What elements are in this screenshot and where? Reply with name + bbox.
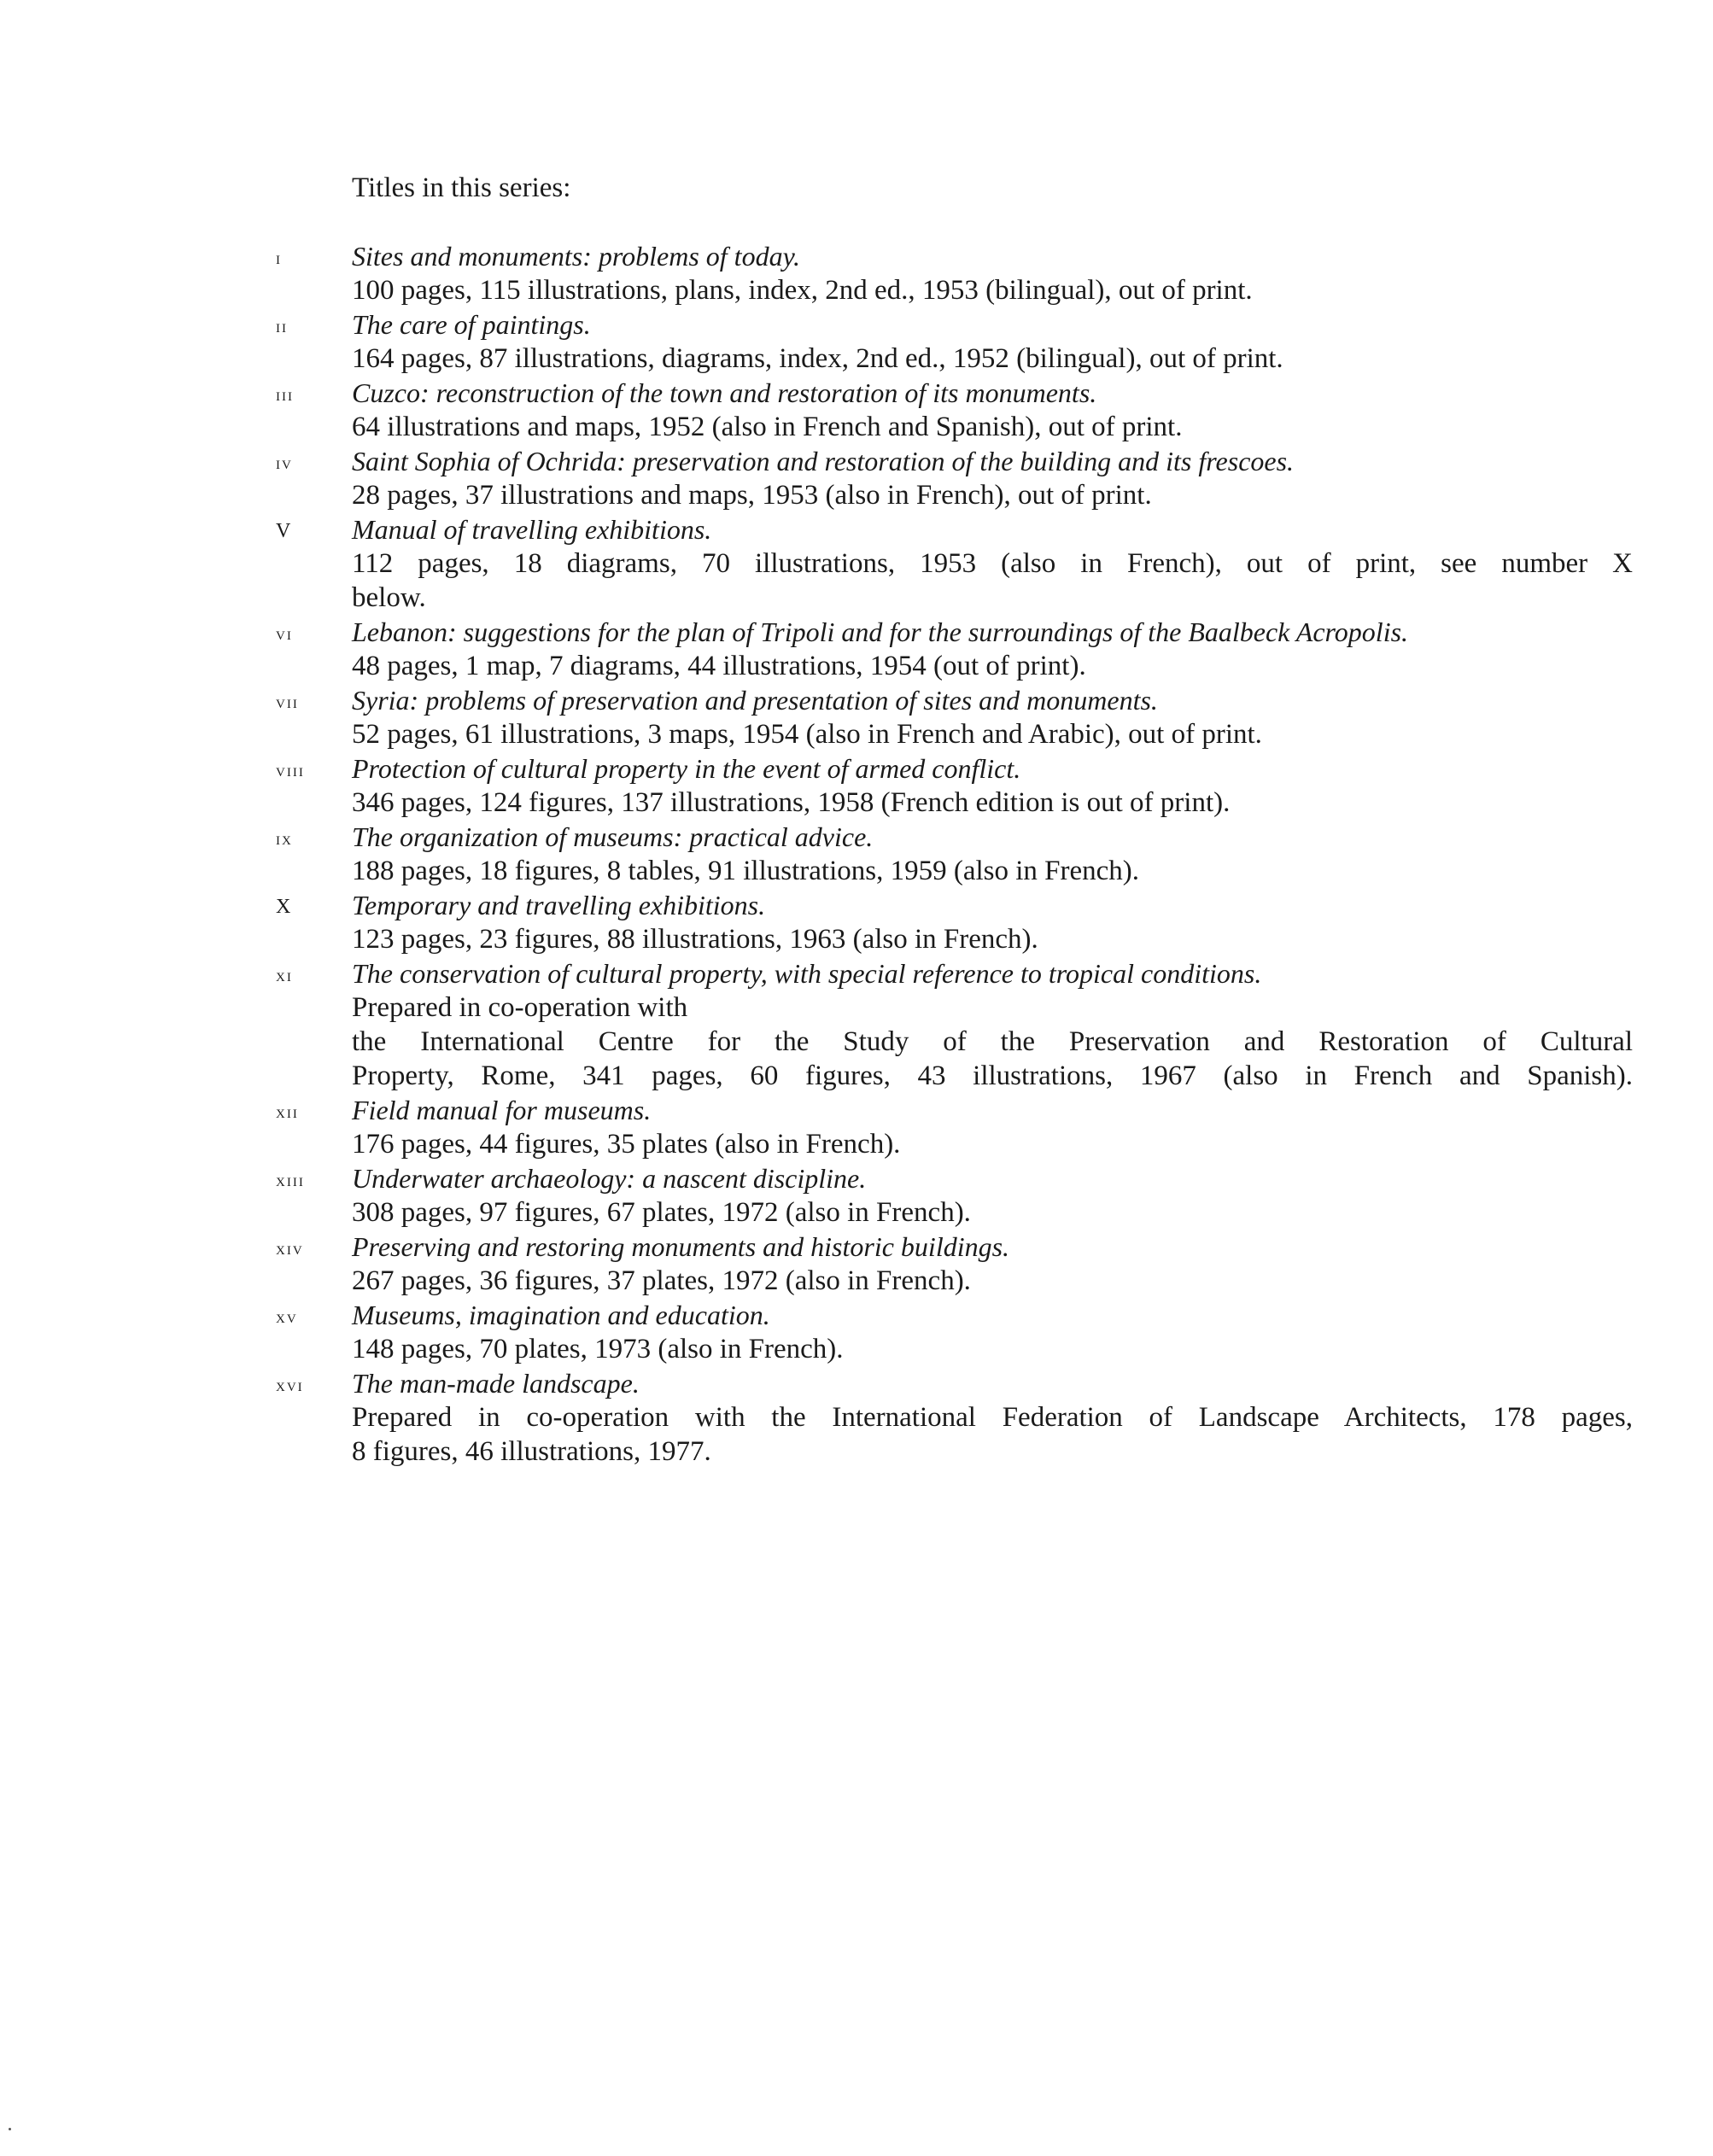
entry-title: Sites and monuments: problems of today. [352,241,800,272]
entry-details: 123 pages, 23 figures, 88 illustrations, 1963 (also in French). [352,924,1038,955]
entry-numeral: iii [276,383,294,405]
entry-numeral: i [276,247,282,268]
entry-details: Prepared in co-operation with the International Federation of Landscape Architects, 178 pages, [352,1402,1633,1433]
entry-numeral: xv [276,1306,298,1327]
entry-details: 346 pages, 124 figures, 137 illustrations, 1958 (French edition is out of print). [352,787,1231,818]
entry-numeral: V [276,520,293,542]
series-entry [276,1093,1642,1161]
entry-title: Field manual for museums. [352,1095,652,1125]
entry-title: Cuzco: reconstruction of the town and restoration of its monuments. [352,377,1097,408]
entry-title: Lebanon: suggestions for the plan of Tripoli and for the surroundings of the Baalbeck Acropolis. [352,616,1409,647]
entry-numeral: ii [276,315,288,336]
entry-details: 176 pages, 44 figures, 35 plates (also in French). [352,1129,901,1160]
entry-details: Property, Rome, 341 pages, 60 figures, 43 illustrations, 1967 (also in French and Spanish). [352,1060,1633,1091]
entry-title: The care of paintings. [352,309,591,340]
series-entry [276,1161,1642,1230]
entry-numeral: ix [276,827,293,849]
entry-details: 48 pages, 1 map, 7 diagrams, 44 illustrations, 1954 (out of print). [352,651,1086,681]
entry-title: The man-made landscape. [352,1368,640,1399]
entry-details: 188 pages, 18 figures, 8 tables, 91 illustrations, 1959 (also in French). [352,856,1140,886]
series-entry [276,1366,1642,1469]
entry-details: Prepared in co-operation with [352,992,688,1023]
entry-title: The organization of museums: practical advice. [352,821,874,852]
entry-details: 308 pages, 97 figures, 67 plates, 1972 (also in French). [352,1197,971,1228]
entry-details: 164 pages, 87 illustrations, diagrams, index, 2nd ed., 1952 (bilingual), out of print. [352,343,1283,374]
entry-title: The conservation of cultural property, with special reference to tropical conditions. [352,958,1262,989]
entry-title: Preserving and restoring monuments and historic buildings. [352,1231,1010,1262]
entry-details: 28 pages, 37 illustrations and maps, 1953 (also in French), out of print. [352,480,1152,511]
entry-numeral: xi [276,964,293,985]
series-title-list [276,239,1642,1469]
entry-details: 100 pages, 115 illustrations, plans, index, 2nd ed., 1953 (bilingual), out of print. [352,275,1253,306]
entry-numeral: xii [276,1101,299,1122]
series-entry [276,683,1642,751]
series-entry [276,307,1642,376]
entry-title: Syria: problems of preservation and presentation of sites and monuments. [352,685,1158,716]
entry-numeral: vi [276,622,293,644]
entry-title: Saint Sophia of Ochrida: preservation and restoration of the building and its frescoes. [352,446,1295,476]
entry-numeral: xvi [276,1374,304,1395]
entry-details: the International Centre for the Study of the Preservation and Restoration of Cultural [352,1026,1633,1057]
entry-title: Manual of travelling exhibitions. [352,514,712,545]
entry-details: 52 pages, 61 illustrations, 3 maps, 1954 (also in French and Arabic), out of print. [352,719,1262,750]
entry-numeral: xiii [276,1169,305,1190]
series-entry [276,820,1642,888]
series-entry [276,376,1642,444]
series-entry [276,512,1642,615]
series-entry [276,1230,1642,1298]
entry-details: 148 pages, 70 plates, 1973 (also in French). [352,1334,844,1364]
entry-numeral: X [276,896,293,918]
series-heading: Titles in this series: [352,172,571,203]
entry-title: Temporary and travelling exhibitions. [352,890,766,920]
entry-numeral: vii [276,691,299,712]
series-entry [276,888,1642,956]
entry-details: 64 illustrations and maps, 1952 (also in French and Spanish), out of print. [352,412,1183,442]
entry-details: 112 pages, 18 diagrams, 70 illustrations, 1953 (also in French), out of print, see number X [352,548,1633,579]
series-entry [276,956,1642,1093]
entry-numeral: viii [276,759,305,780]
series-entry [276,1298,1642,1366]
entry-numeral: iv [276,452,293,473]
entry-details: 267 pages, 36 figures, 37 plates, 1972 (also in French). [352,1265,971,1296]
entry-title: Underwater archaeology: a nascent discipline. [352,1163,867,1194]
entry-numeral: xiv [276,1237,304,1259]
entry-title: Protection of cultural property in the event of armed conflict. [352,753,1021,784]
series-entry [276,239,1642,307]
scan-speck [9,2128,11,2130]
series-entry [276,444,1642,512]
series-entry [276,615,1642,683]
entry-title: Museums, imagination and education. [352,1300,770,1330]
entry-details: below. [352,582,426,613]
entry-details: 8 figures, 46 illustrations, 1977. [352,1436,711,1467]
series-entry [276,751,1642,820]
